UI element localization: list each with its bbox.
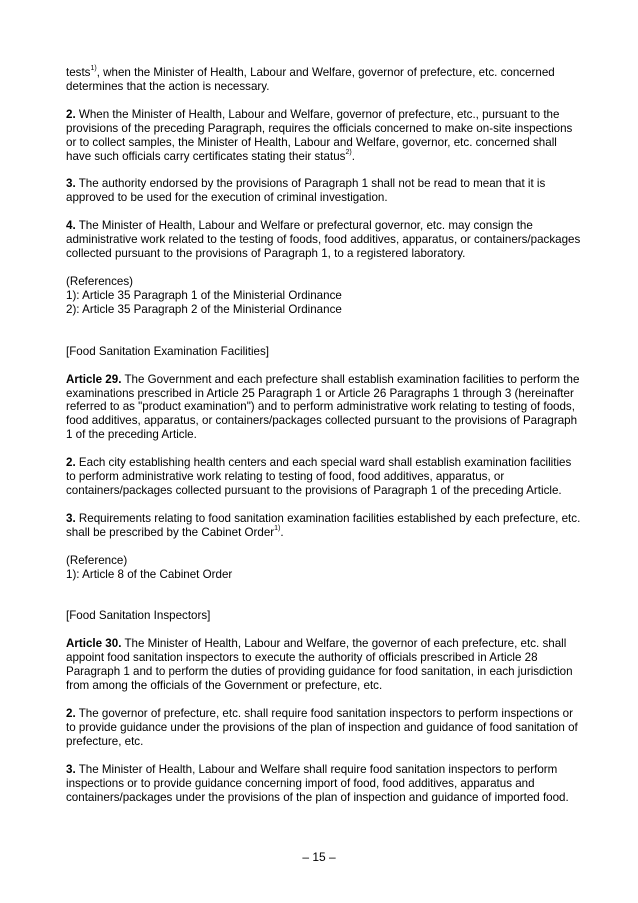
reference-item: 1): Article 35 Paragraph 1 of the Ministerial Ordinance <box>66 288 342 302</box>
article-number: Article 29. <box>66 372 122 386</box>
section-title: [Food Sanitation Inspectors] <box>66 609 211 623</box>
paragraph-number: 2. <box>66 456 76 470</box>
paragraph-text: The Minister of Health, Labour and Welfare shall require food sanitation inspectors to perform inspections or to provide guidance concerning import of food, food additives, apparatus and containers/packages under the provisions of the plan of inspection and guidance of imported food. <box>66 762 569 804</box>
reference-item: 2): Article 35 Paragraph 2 of the Ministerial Ordinance <box>66 302 342 316</box>
footnote-ref: 1) <box>274 524 281 532</box>
footnote-ref: 1) <box>90 65 97 72</box>
paragraph-text: , when the Minister of Health, Labour and Welfare, governor of prefecture, etc. concerned determines that the action is necessary. <box>66 66 555 93</box>
footnote-ref: 2) <box>345 148 352 156</box>
page-number: – 15 – <box>302 850 336 864</box>
article-30-paragraph-3 <box>66 763 582 805</box>
spacer <box>66 595 582 609</box>
spacer <box>66 331 582 345</box>
paragraph-4 <box>66 219 582 261</box>
paragraph-number: 3. <box>66 177 76 191</box>
article-text: The Minister of Health, Labour and Welfare, the governor of each prefecture, etc. shall appoint food sanitation inspectors to execute the authority of officials prescribed in Article 28 Paragraph 1 and to perform the duties of providing guidance for food sanitation, in each jurisdiction from among the officials of the Government or prefecture, etc. <box>66 637 573 693</box>
paragraph-3 <box>66 177 582 205</box>
paragraph-text: The authority endorsed by the provisions of Paragraph 1 shall not be read to mean that it is approved to be used for the execution of criminal investigation. <box>66 177 546 205</box>
article-number: Article 30. <box>66 637 122 651</box>
article-29-paragraph-3 <box>66 512 582 540</box>
paragraph-number: 3. <box>66 762 76 776</box>
section-title-examination-facilities <box>66 345 582 359</box>
paragraph-text: tests <box>66 66 91 79</box>
article-30-paragraph-2 <box>66 707 582 749</box>
article-30 <box>66 637 582 693</box>
references-heading: (References) <box>66 274 134 288</box>
paragraph-tests <box>66 66 582 94</box>
paragraph-text: . <box>280 525 284 539</box>
paragraph-text: When the Minister of Health, Labour and Welfare, governor of prefecture, etc., pursuant to the provisions of the preceding Paragraph, requires the officials concerned to make on-site inspections or to collect samples, the Minister of Health, Labour and Welfare, governor, etc. concerned shall have such officials carry certificates stating their status <box>66 107 573 163</box>
paragraph-text: . <box>351 149 355 163</box>
paragraph-text: Requirements relating to food sanitation examination facilities established by each prefecture, etc. shall be prescribed by the Cabinet Order <box>66 511 581 539</box>
references-block <box>66 275 582 317</box>
section-title-inspectors <box>66 609 582 623</box>
paragraph-text: The governor of prefecture, etc. shall require food sanitation inspectors to perform inspections or to provide guidance under the provisions of the plan of inspection and guidance of food sanitation of prefecture, etc. <box>66 707 578 748</box>
reference-heading: (Reference) <box>66 553 128 567</box>
article-29 <box>66 373 582 443</box>
paragraph-number: 4. <box>66 219 76 233</box>
paragraph-text: The Minister of Health, Labour and Welfare or prefectural governor, etc. may consign the administrative work related to the testing of foods, food additives, apparatus, or containers/packages collected pursuant to the provisions of Paragraph 1, to a registered laboratory. <box>66 219 581 261</box>
article-text: The Government and each prefecture shall establish examination facilities to perform the examinations prescribed in Article 25 Paragraph 1 or Article 26 Paragraphs 1 through 3 (hereinafter referred to as "product examination") and to perform administrative work relating to testing of foods, food additives, apparatus, or containers/packages collected pursuant to the provisions of Paragraph 1 of the preceding Article. <box>66 372 580 442</box>
paragraph-number: 2. <box>66 107 76 121</box>
reference-item: 1): Article 8 of the Cabinet Order <box>66 567 233 581</box>
paragraph-2 <box>66 108 582 164</box>
paragraph-text: Each city establishing health centers and each special ward shall establish examination facilities to perform administrative work relating to testing of food, food additives, apparatus, or containers/packages collected pursuant to the provisions of Paragraph 1 of the preceding Article. <box>66 456 572 497</box>
paragraph-number: 2. <box>66 707 76 720</box>
section-title: [Food Sanitation Examination Facilities] <box>66 344 269 358</box>
paragraph-number: 3. <box>66 511 76 525</box>
reference-block <box>66 554 582 582</box>
article-29-paragraph-2 <box>66 456 582 498</box>
